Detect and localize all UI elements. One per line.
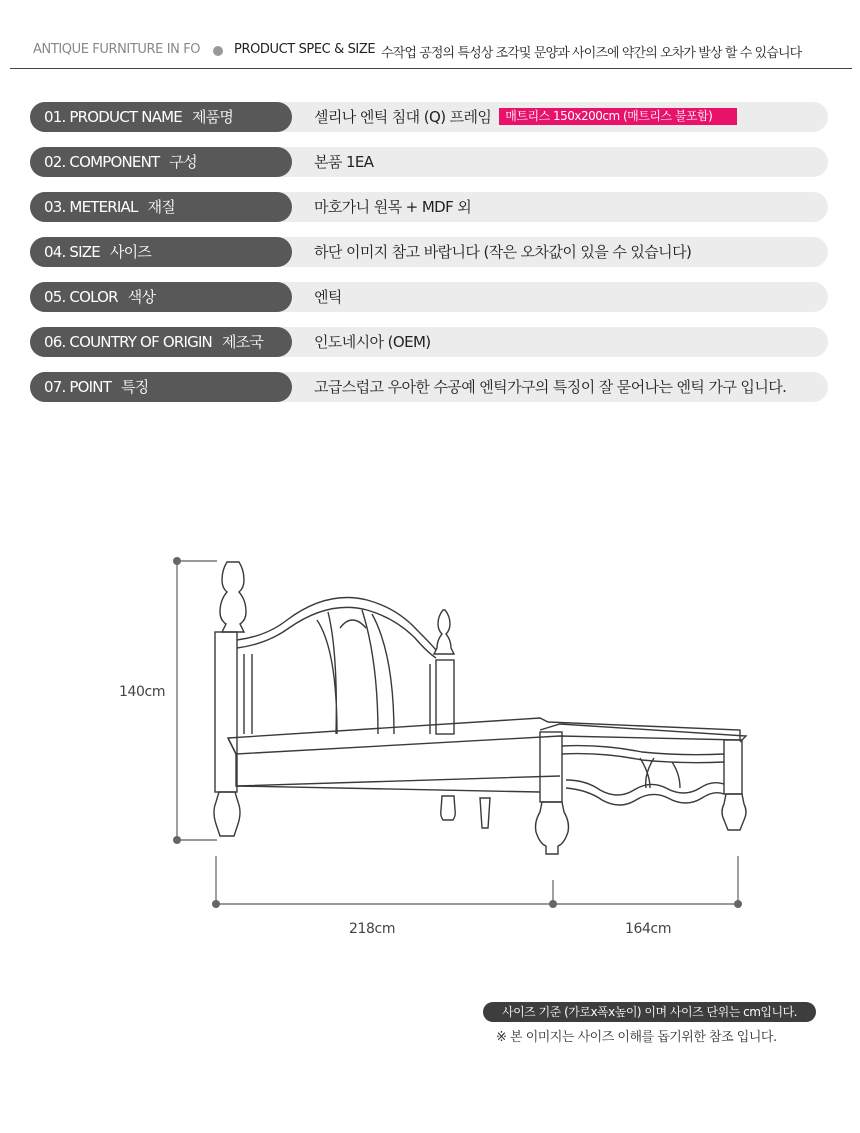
spec-label: 06. COUNTRY OF ORIGIN 제조국 [30, 327, 292, 357]
spec-value: 본품 1EA [314, 153, 374, 171]
spec-value: 고급스럽고 우아한 수공예 엔틱가구의 특징이 잘 묻어나는 엔틱 가구 입니다. [314, 378, 787, 396]
spec-title: PRODUCT SPEC & SIZE [234, 42, 376, 57]
spec-label: 01. PRODUCT NAME 제품명 [30, 102, 292, 132]
spec-row-product-name [30, 102, 828, 132]
spec-value: 마호가니 원목 + MDF 외 [314, 198, 472, 216]
spec-label: 07. POINT 특징 [30, 372, 292, 402]
reference-note: ※ 본 이미지는 사이즈 이해를 돕기위한 참조 입니다. [496, 1030, 777, 1045]
spec-value: 인도네시아 (OEM) [314, 333, 431, 351]
bed-line-drawing [0, 540, 860, 960]
spec-label: 04. SIZE 사이즈 [30, 237, 292, 267]
spec-label: 03. METERIAL 재질 [30, 192, 292, 222]
size-diagram [0, 540, 860, 960]
spec-row-origin [30, 327, 828, 357]
length-dimension-label: 218cm [349, 921, 396, 937]
spec-row-material [30, 192, 828, 222]
spec-row-component [30, 147, 828, 177]
spec-value: 엔틱 [314, 288, 342, 306]
size-unit-badge: 사이즈 기준 (가로x폭x높이) 이며 사이즈 단위는 cm입니다. [483, 1002, 816, 1022]
spec-value: 하단 이미지 참고 바랍니다 (작은 오차값이 있을 수 있습니다) [314, 243, 692, 261]
mattress-badge: 매트리스 150x200cm (매트리스 불포함) [499, 108, 737, 125]
header-divider [10, 68, 852, 69]
spec-label: 02. COMPONENT 구성 [30, 147, 292, 177]
header [0, 40, 860, 66]
height-dimension-label: 140cm [119, 684, 166, 700]
notice-text: 수작업 공정의 특성상 조각및 문양과 사이즈에 약간의 오차가 발상 할 수 있습니다 [381, 46, 802, 61]
spec-row-size [30, 237, 828, 267]
bullet-dot-icon [213, 46, 223, 56]
width-dimension-label: 164cm [625, 921, 672, 937]
spec-row-color [30, 282, 828, 312]
brand-text: ANTIQUE FURNITURE IN FO [33, 42, 201, 57]
spec-value: 셀리나 엔틱 침대 (Q) 프레임 매트리스 150x200cm (매트리스 불포함) [314, 102, 737, 132]
spec-label: 05. COLOR 색상 [30, 282, 292, 312]
spec-row-point [30, 372, 828, 402]
